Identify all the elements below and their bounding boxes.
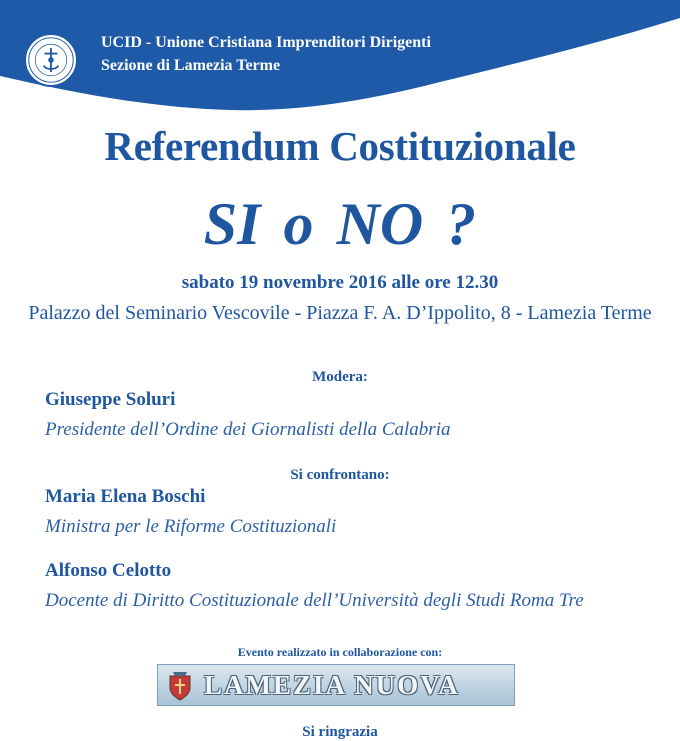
debate-label: Si confrontano: <box>290 467 390 483</box>
speaker-name: Maria Elena Boschi <box>45 486 206 507</box>
org-section: Sezione di Lamezia Terme <box>101 57 281 74</box>
collaboration-label: Evento realizzato in collaborazione con: <box>237 645 443 659</box>
page-subtitle: SI o NO ? <box>203 191 477 257</box>
diocese-emblem-icon <box>164 668 196 702</box>
ucid-emblem-icon <box>26 35 76 85</box>
partner-name: LAMEZIA NUOVA <box>204 670 460 700</box>
speaker-name: Alfonso Celotto <box>45 560 172 581</box>
speaker-role: Ministra per le Riforme Costituzionali <box>45 516 337 537</box>
diocese-emblem <box>164 668 196 702</box>
event-venue: Palazzo del Seminario Vescovile - Piazza F. A. D’Ippolito, 8 - Lamezia Terme <box>28 302 652 324</box>
moderator-role: Presidente dell’Ordine dei Giornalisti della Calabria <box>45 419 451 440</box>
ucid-logo <box>24 33 78 87</box>
moderator-name: Giuseppe Soluri <box>45 389 176 410</box>
org-name: UCID - Unione Cristiana Imprenditori Dirigenti <box>101 34 431 51</box>
moderator-label: Modera: <box>312 369 368 385</box>
event-date: sabato 19 novembre 2016 alle ore 12.30 <box>181 272 499 293</box>
speaker-role: Docente di Diritto Costituzionale dell’Università degli Studi Roma Tre <box>45 590 584 611</box>
partner-banner <box>157 664 515 706</box>
page-title: Referendum Costituzionale <box>104 123 576 169</box>
footer-thanks-label: Si ringrazia <box>302 724 378 740</box>
